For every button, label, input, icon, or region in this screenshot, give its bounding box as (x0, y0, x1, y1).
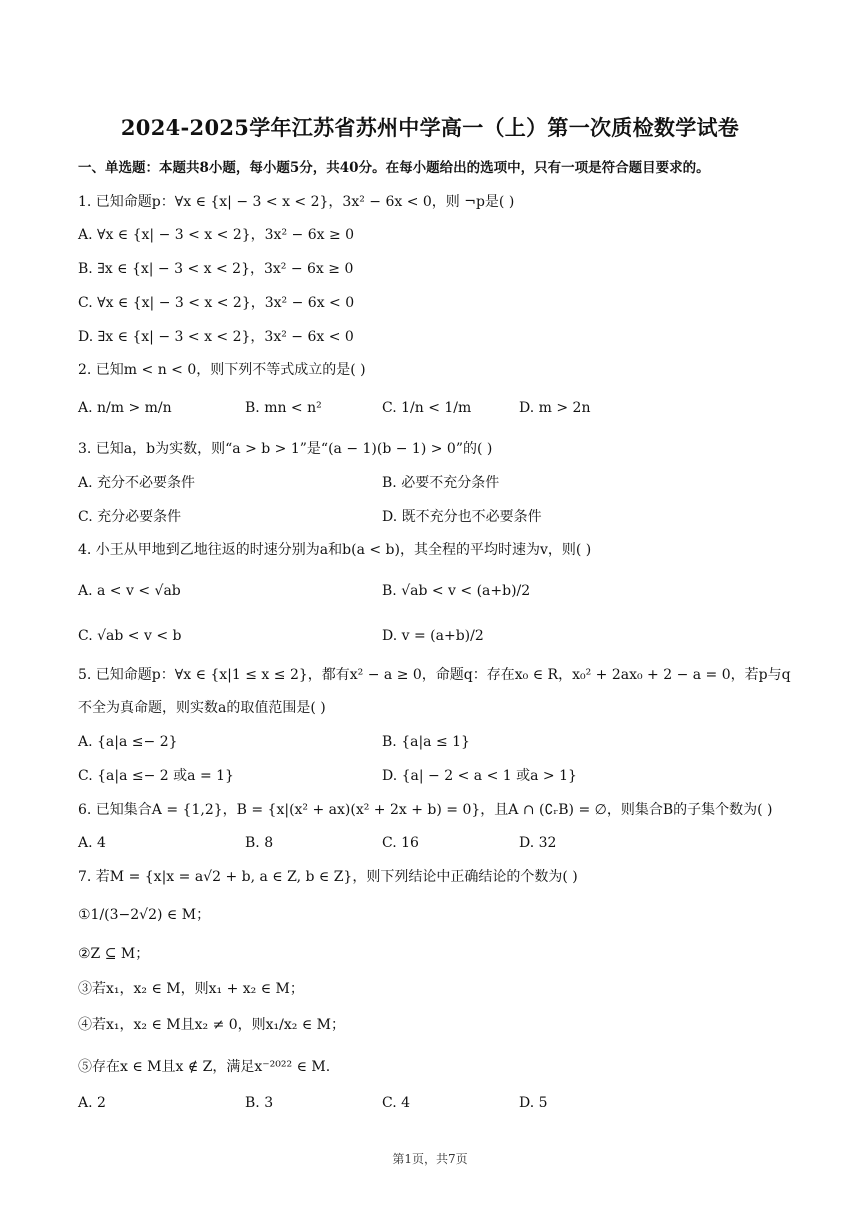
question-7-item-1: ①1/(3−2√2) ∈ M； (78, 907, 211, 923)
question-4-stem: 4. 小王从甲地到乙地往返的时速分别为a和b(a < b)，其全程的平均时速为v，则( ) (78, 542, 592, 558)
question-5-option-c: C. {a|a ≤− 2 或a = 1} (78, 768, 234, 784)
section-heading: 一、单选题：本题共8小题，每小题5分，共40分。在每小题给出的选项中，只有一项是符合题目要求的。 (78, 160, 710, 176)
question-5-option-d: D. {a| − 2 < a < 1 或a > 1} (382, 768, 577, 784)
question-1-option-b: B. ∃x ∈ {x| − 3 < x < 2}，3x² − 6x ≥ 0 (78, 261, 354, 277)
question-3-stem: 3. 已知a，b为实数，则“a > b > 1”是“(a − 1)(b − 1) > 0”的( ) (78, 441, 493, 457)
question-5-option-a: A. {a|a ≤− 2} (78, 734, 178, 750)
question-1-option-a: A. ∀x ∈ {x| − 3 < x < 2}，3x² − 6x ≥ 0 (78, 227, 355, 243)
question-6-stem: 6. 已知集合A = {1,2}，B = {x|(x² + ax)(x² + 2x + b) = 0}，且A ∩ (∁ᵣB) = ∅，则集合B的子集个数为( ) (78, 802, 773, 818)
question-5-option-b: B. {a|a ≤ 1} (382, 734, 470, 750)
question-7-item-2: ②Z ⊆ M； (78, 946, 150, 962)
question-1-stem: 1. 已知命题p：∀x ∈ {x| − 3 < x < 2}，3x² − 6x < 0，则 ¬p是( ) (78, 194, 515, 210)
question-3-option-c: C. 充分必要条件 (78, 509, 182, 525)
question-1-option-c: C. ∀x ∈ {x| − 3 < x < 2}，3x² − 6x < 0 (78, 295, 355, 311)
question-7-item-5: ⑤存在x ∈ M且x ∉ Z，满足x⁻²⁰²² ∈ M. (78, 1059, 331, 1075)
question-7-item-3: ③若x₁，x₂ ∈ M，则x₁ + x₂ ∈ M； (78, 981, 304, 997)
question-7-option-d: D. 5 (519, 1095, 548, 1111)
question-2-option-a: A. n/m > m/n (78, 400, 172, 416)
question-6-option-b: B. 8 (245, 835, 274, 851)
question-1-option-d: D. ∃x ∈ {x| − 3 < x < 2}，3x² − 6x < 0 (78, 329, 354, 345)
question-6-option-c: C. 16 (382, 835, 419, 851)
question-4-option-a: A. a < v < √ab (78, 583, 181, 599)
question-5-stem: 5. 已知命题p：∀x ∈ {x|1 ≤ x ≤ 2}，都有x² − a ≥ 0，命题q：存在x₀ ∈ R，x₀² + 2ax₀ + 2 − a = 0，若p与q (78, 667, 791, 683)
question-6-option-d: D. 32 (519, 835, 557, 851)
question-6-option-a: A. 4 (78, 835, 106, 851)
question-2-option-c: C. 1/n < 1/m (382, 400, 472, 416)
question-3-option-a: A. 充分不必要条件 (78, 475, 196, 491)
question-2-option-d: D. m > 2n (519, 400, 591, 416)
page-title: 2024-2025学年江苏省苏州中学高一（上）第一次质检数学试卷 (120, 115, 740, 140)
question-2-option-b: B. mn < n² (245, 400, 322, 416)
question-4-option-c: C. √ab < v < b (78, 628, 182, 644)
question-4-option-b: B. √ab < v < (a+b)/2 (382, 583, 531, 599)
question-7-option-c: C. 4 (382, 1095, 411, 1111)
question-7-option-b: B. 3 (245, 1095, 274, 1111)
question-4-option-d: D. v = (a+b)/2 (382, 628, 484, 644)
question-7-stem: 7. 若M = {x|x = a√2 + b, a ∈ Z, b ∈ Z}，则下列结论中正确结论的个数为( ) (78, 869, 578, 885)
page-footer: 第1页，共7页 (392, 1152, 468, 1166)
question-2-stem: 2. 已知m < n < 0，则下列不等式成立的是( ) (78, 362, 366, 378)
question-5-stem-continued: 不全为真命题，则实数a的取值范围是( ) (78, 700, 326, 716)
question-7-item-4: ④若x₁，x₂ ∈ M且x₂ ≠ 0，则x₁/x₂ ∈ M； (78, 1017, 345, 1033)
question-3-option-d: D. 既不充分也不必要条件 (382, 509, 542, 525)
question-3-option-b: B. 必要不充分条件 (382, 475, 500, 491)
question-7-option-a: A. 2 (78, 1095, 106, 1111)
